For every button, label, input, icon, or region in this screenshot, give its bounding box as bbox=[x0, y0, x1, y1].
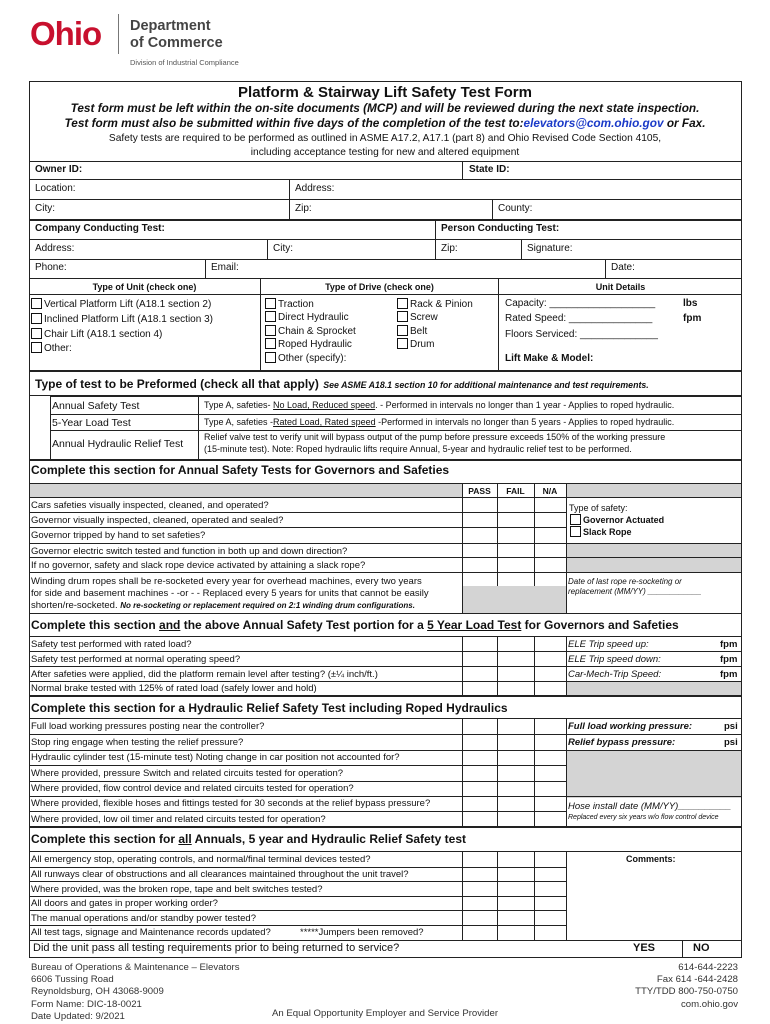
checkbox[interactable] bbox=[397, 338, 408, 349]
five-year-test-option[interactable]: 5-Year Load Test bbox=[52, 417, 131, 429]
annual-row: Governor tripped by hand to set safeties? bbox=[31, 530, 206, 541]
date-field[interactable]: Date: bbox=[611, 262, 635, 273]
website-link[interactable]: com.ohio.gov bbox=[680, 998, 738, 1010]
drive-screw[interactable]: Screw bbox=[397, 311, 438, 323]
drive-traction[interactable]: Traction bbox=[265, 298, 314, 310]
relief-bypass-field[interactable]: Relief bypass pressure: bbox=[568, 737, 676, 748]
dept-name: Department of Commerce bbox=[130, 18, 223, 51]
ele-trip-down-field[interactable]: ELE Trip speed down: bbox=[568, 654, 661, 665]
annual-safety-test-option[interactable]: Annual Safety Test bbox=[52, 400, 140, 412]
unit-type-vertical[interactable]: Vertical Platform Lift (A18.1 section 2) bbox=[31, 298, 211, 310]
drive-drum[interactable]: Drum bbox=[397, 338, 434, 350]
hydraulic-row: Where provided, flow control device and related circuits tested for operation? bbox=[31, 783, 354, 794]
floors-field[interactable]: Floors Serviced: ______________ bbox=[505, 329, 658, 340]
governor-actuated-option[interactable]: Governor Actuated bbox=[570, 514, 664, 525]
notice-line-1: Test form must be left within the on-site documents (MCP) and will be reviewed during the next state inspection. bbox=[70, 101, 700, 115]
na-header: N/A bbox=[542, 486, 558, 496]
annual-safety-desc: Type A, safeties- No Load, Reduced speed. - Performed in intervals no longer than 1 year - Applies to roped hydraulic. bbox=[204, 400, 675, 410]
annual-section-title: Complete this section for Annual Safety Tests for Governors and Safeties bbox=[31, 463, 450, 477]
make-model-field[interactable]: Lift Make & Model: bbox=[505, 353, 594, 364]
five-year-row: Normal brake tested with 125% of rated load (safely lower and hold) bbox=[31, 683, 317, 694]
drive-rack-pinion[interactable]: Rack & Pinion bbox=[397, 298, 473, 310]
last-resocket-line-1: Date of last rope re-socketing or bbox=[568, 577, 682, 586]
checkbox[interactable] bbox=[265, 325, 276, 336]
email-link[interactable]: elevators@com.ohio.gov bbox=[523, 116, 664, 130]
drive-other[interactable]: Other (specify): bbox=[265, 352, 346, 364]
final-question: Did the unit pass all testing requirements prior to being returned to service? bbox=[33, 942, 400, 954]
five-year-row: Safety test performed at normal operating speed? bbox=[31, 654, 241, 665]
owner-id-label[interactable]: Owner ID: bbox=[35, 164, 83, 175]
hose-install-field[interactable]: Hose install date (MM/YY)__________ bbox=[568, 801, 732, 812]
test-type-title: Type of test to be Preformed (check all that apply) See ASME A18.1 section 10 for additional maintenance and test requirements. bbox=[35, 377, 649, 391]
annual-row: Governor electric switch tested and function in both up and down direction? bbox=[31, 546, 348, 557]
five-year-desc: Type A, safeties -Rated Load, Rated speed -Performed in intervals no longer than 5 years - Applies to roped hydraulic. bbox=[204, 417, 675, 427]
all-row: All emergency stop, operating controls, and normal/final terminal devices tested? bbox=[31, 854, 371, 865]
hydraulic-relief-test-option[interactable]: Annual Hydraulic Relief Test bbox=[52, 438, 184, 450]
all-section-title: Complete this section for all Annuals, 5 year and Hydraulic Relief Safety test bbox=[31, 832, 467, 846]
fail-header: FAIL bbox=[506, 486, 525, 496]
annual-row: Governor visually inspected, cleaned, operated and sealed? bbox=[31, 515, 284, 526]
company-address-field[interactable]: Address: bbox=[35, 243, 75, 254]
hydraulic-relief-desc-1: Relief valve test to verify unit will bypass output of the pump before pressure exceeds 150% of the working pressure bbox=[204, 432, 666, 442]
form-title: Platform & Stairway Lift Safety Test Form bbox=[238, 84, 532, 101]
unit-type-inclined[interactable]: Inclined Platform Lift (A18.1 section 3) bbox=[31, 313, 213, 325]
phone-field[interactable]: Phone: bbox=[35, 262, 67, 273]
drive-roped-hydraulic[interactable]: Roped Hydraulic bbox=[265, 338, 352, 350]
car-mech-trip-field[interactable]: Car-Mech-Trip Speed: bbox=[568, 669, 662, 680]
unit-type-header: Type of Unit (check one) bbox=[92, 282, 197, 292]
fpm-unit: fpm bbox=[720, 669, 738, 680]
hydraulic-section-title: Complete this section for a Hydraulic Relief Safety Test including Roped Hydraulics bbox=[31, 701, 508, 715]
county-field[interactable]: County: bbox=[498, 203, 533, 214]
lbs-unit: lbs bbox=[683, 298, 698, 309]
five-year-row: Safety test performed with rated load? bbox=[31, 639, 192, 650]
checkbox[interactable] bbox=[570, 514, 581, 525]
winding-drum-line-1: Winding drum ropes shall be re-socketed every year for overhead machines, every two years bbox=[31, 576, 422, 587]
hydraulic-row: Where provided, low oil timer and related circuits tested for operation? bbox=[31, 814, 326, 825]
owner-city-field[interactable]: City: bbox=[35, 203, 55, 214]
checkbox[interactable] bbox=[31, 313, 42, 324]
checkbox[interactable] bbox=[265, 298, 276, 309]
company-city-field[interactable]: City: bbox=[273, 243, 293, 254]
hydraulic-row: Full load working pressures posting near the controller? bbox=[31, 721, 265, 732]
division-name: Division of Industrial Compliance bbox=[130, 58, 239, 67]
five-year-section-title: Complete this section and the above Annual Safety Test portion for a 5 Year Load Test for Governors and Safeties bbox=[31, 618, 679, 632]
winding-drum-line-2: for side and basement machines - -or - - Replaced every 5 years for units that cannot be easily bbox=[31, 588, 429, 599]
full-load-pressure-field[interactable]: Full load working pressure: bbox=[568, 721, 693, 732]
signature-field[interactable]: Signature: bbox=[527, 243, 573, 254]
psi-unit: psi bbox=[724, 737, 738, 748]
annual-row: Cars safeties visually inspected, cleaned, and operated? bbox=[31, 500, 269, 511]
footer-contact: 614-644-2223 Fax 614 -644-2428 TTY/TDD 800-750-0750 com.ohio.gov bbox=[635, 962, 738, 1010]
company-zip-field[interactable]: Zip: bbox=[441, 243, 458, 254]
notice-line-2: Test form must also be submitted within five days of the completion of the test to:elevators@com.ohio.gov or Fax. bbox=[64, 116, 706, 130]
drive-belt[interactable]: Belt bbox=[397, 325, 427, 337]
asme-line-2: including acceptance testing for new and altered equipment bbox=[250, 147, 520, 158]
asme-line-1: Safety tests are required to be performed as outlined in ASME A17.2, A17.1 (part 8) and Ohio Revised Code Section 4105, bbox=[108, 133, 662, 144]
capacity-field[interactable]: Capacity: ___________________ bbox=[505, 298, 656, 309]
hydraulic-relief-desc-2: (15-minute test). Note: Roped hydraulic lifts require Annual, 5-year and hydraulic relief test to be performed. bbox=[204, 444, 632, 454]
checkbox[interactable] bbox=[31, 328, 42, 339]
five-year-row: After safeties were applied, did the platform remain level after testing? (±¼ inch/ft.) bbox=[31, 669, 378, 680]
annual-row: If no governor, safety and slack rope device activated by attaining a slack rope? bbox=[31, 560, 366, 571]
checkbox[interactable] bbox=[397, 298, 408, 309]
checkbox[interactable] bbox=[397, 325, 408, 336]
state-id-label[interactable]: State ID: bbox=[469, 164, 510, 175]
checkbox[interactable] bbox=[397, 311, 408, 322]
checkbox[interactable] bbox=[265, 311, 276, 322]
fpm-unit: fpm bbox=[683, 313, 702, 324]
drive-type-header: Type of Drive (check one) bbox=[325, 282, 434, 292]
ele-trip-up-field[interactable]: ELE Trip speed up: bbox=[568, 639, 649, 650]
unit-type-other[interactable]: Other: bbox=[31, 342, 72, 354]
all-row: All runways clear of obstructions and all clearances maintained throughout the unit travel? bbox=[31, 869, 409, 880]
unit-type-chair[interactable]: Chair Lift (A18.1 section 4) bbox=[31, 328, 162, 340]
slack-rope-option[interactable]: Slack Rope bbox=[570, 526, 632, 537]
company-label[interactable]: Company Conducting Test: bbox=[35, 223, 165, 234]
all-row: All doors and gates in proper working order? bbox=[31, 898, 218, 909]
comments-label: Comments: bbox=[626, 854, 676, 864]
safety-type-label: Type of safety: bbox=[569, 503, 628, 513]
ohio-logo: Ohio bbox=[30, 15, 102, 52]
winding-drum-line-3: shorten/re-socketed. No re-socketing or replacement required on 2:1 winding drum configurations. bbox=[31, 600, 415, 611]
no-option[interactable]: NO bbox=[693, 942, 710, 954]
unit-details-header: Unit Details bbox=[595, 282, 646, 292]
all-row: The manual operations and/or standby power tested? bbox=[31, 913, 256, 924]
logo-divider bbox=[118, 14, 119, 54]
hydraulic-row: Stop ring engage when testing the relief pressure? bbox=[31, 737, 244, 748]
owner-zip-field[interactable]: Zip: bbox=[295, 203, 312, 214]
hydraulic-row: Where provided, pressure Switch and related circuits tested for operation? bbox=[31, 768, 344, 779]
checkbox[interactable] bbox=[31, 298, 42, 309]
checkbox[interactable] bbox=[570, 526, 581, 537]
email-field[interactable]: Email: bbox=[211, 262, 239, 273]
last-resocket-line-2[interactable]: replacement (MM/YY) ____________ bbox=[568, 587, 702, 596]
person-label[interactable]: Person Conducting Test: bbox=[441, 223, 560, 234]
checkbox[interactable] bbox=[265, 352, 276, 363]
rated-speed-field[interactable]: Rated Speed: _______________ bbox=[505, 313, 653, 324]
location-field[interactable]: Location: bbox=[35, 183, 76, 194]
hydraulic-row: Hydraulic cylinder test (15-minute test) Noting change in car position not accounted for? bbox=[31, 752, 400, 763]
footer-address: Bureau of Operations & Maintenance – Elevators 6606 Tussing Road Reynoldsburg, OH 43068-9009 Form Name: DIC-18-0021 Date Updated: 9/2021 bbox=[31, 962, 240, 1022]
all-row: Where provided, was the broken rope, tape and belt switches tested? bbox=[31, 884, 323, 895]
jumpers-removed: *****Jumpers been removed? bbox=[300, 927, 424, 938]
hydraulic-row: Where provided, flexible hoses and fittings tested for 30 seconds at the relief bypass pressure? bbox=[31, 798, 431, 809]
checkbox[interactable] bbox=[265, 338, 276, 349]
psi-unit: psi bbox=[724, 721, 738, 732]
footer-eoe: An Equal Opportunity Employer and Service Provider bbox=[271, 1008, 499, 1019]
checkbox[interactable] bbox=[31, 342, 42, 353]
drive-chain-sprocket[interactable]: Chain & Sprocket bbox=[265, 325, 356, 337]
fpm-unit: fpm bbox=[720, 654, 738, 665]
all-row: All test tags, signage and Maintenance records updated? bbox=[31, 927, 271, 938]
pass-header: PASS bbox=[468, 486, 491, 496]
yes-option[interactable]: YES bbox=[633, 942, 656, 954]
hose-note: Replaced every six years w/o flow control device bbox=[568, 814, 719, 821]
owner-address-field[interactable]: Address: bbox=[295, 183, 335, 194]
fpm-unit: fpm bbox=[720, 639, 738, 650]
drive-direct-hydraulic[interactable]: Direct Hydraulic bbox=[265, 311, 349, 323]
